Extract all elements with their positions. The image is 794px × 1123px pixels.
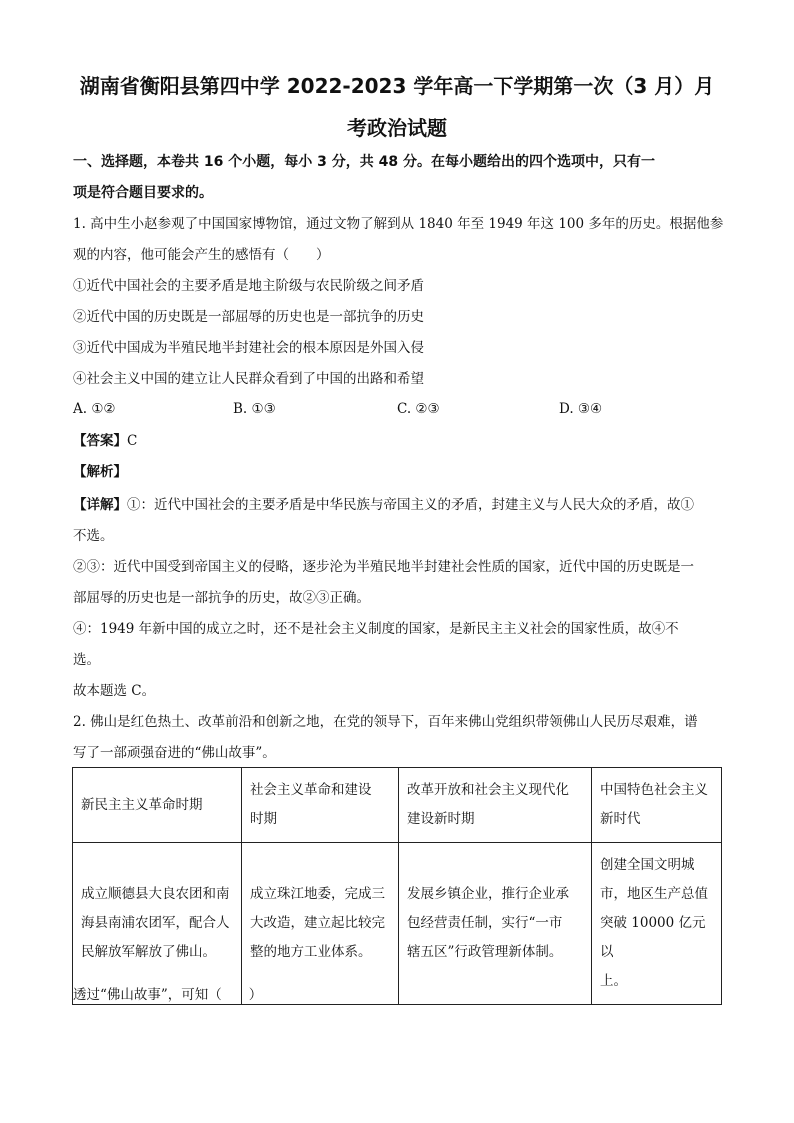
q1-detail-line-2: 不选。 [73,528,114,544]
header-text: 社会主义革命和建设 [250,782,372,798]
header-text: 建设新时期 [407,811,475,827]
answer-tag: 【答案】 [73,433,127,449]
table-header-cell [73,768,242,843]
table-cell [399,843,592,1005]
q1-choice-a: A. ①② [73,401,116,417]
cell-text: 民解放军解放了佛山。 [81,944,216,960]
table-header-cell [592,768,722,843]
cell-text: 整的地方工业体系。 [250,944,372,960]
document-title-line-2: 考政治试题 [347,116,447,140]
table-header-row [73,768,722,843]
table-header-cell [242,768,399,843]
q1-detail-line-6: 选。 [73,652,100,668]
q1-detail-line-4: 部屈辱的历史也是一部抗争的历史，故②③正确。 [73,590,370,606]
cell-text: 大改造，建立起比较完 [250,915,385,931]
q1-option-4: ④社会主义中国的建立让人民群众看到了中国的出路和希望 [73,371,424,387]
cell-text: 成立珠江地委，完成三 [250,886,385,902]
q1-answer-line [73,432,137,450]
q2-stem-line-2: 写了一部顽强奋进的“佛山故事”。 [73,745,276,761]
detail-tag: 【详解】 [73,497,127,513]
table-row [73,843,722,1005]
q1-choice-b: B. ①③ [233,401,276,417]
header-text: 新时代 [600,811,641,827]
header-text: 时期 [250,811,277,827]
foshan-story-table [72,767,722,1005]
detail-text-1: ①：近代中国社会的主要矛盾是中华民族与帝国主义的矛盾，封建主义与人民大众的矛盾，故① [127,497,694,513]
cell-text: 上。 [600,973,627,989]
q2-stem-line-1: 2. 佛山是红色热土、改革前沿和创新之地，在党的领导下，百年来佛山党组织带领佛山人民历尽艰难，谱 [73,714,698,730]
q2-question-line: 透过“佛山故事”，可知（ ） [73,987,263,1003]
cell-text: 成立顺德县大良农团和南 [81,886,230,902]
q1-detail-line-3: ②③：近代中国受到帝国主义的侵略，逐步沦为半殖民地半封建社会性质的国家，近代中国的历史既是一 [73,559,694,575]
q1-option-2: ②近代中国的历史既是一部屈辱的历史也是一部抗争的历史 [73,309,424,325]
analysis-tag: 【解析】 [73,464,127,480]
cell-text: 海县南浦农团军，配合人 [81,915,230,931]
cell-text: 市，地区生产总值 [600,886,708,902]
section-heading-line-2: 项是符合题目要求的。 [73,185,213,201]
cell-text: 辖五区”行政管理新体制。 [407,944,563,960]
q1-option-1: ①近代中国社会的主要矛盾是地主阶级与农民阶级之间矛盾 [73,278,424,294]
cell-text: 包经营责任制，实行“一市 [407,915,563,931]
q1-stem-line-2: 观的内容，他可能会产生的感悟有（ ） [73,247,330,263]
header-text: 中国特色社会主义 [600,782,708,798]
q1-detail-line-1 [73,496,694,514]
q1-choice-c: C. ②③ [397,401,440,417]
table-cell [73,843,242,1005]
table-header-cell [399,768,592,843]
table-cell [592,843,722,1005]
q1-detail-line-7: 故本题选 C。 [73,683,156,699]
cell-text: 突破 10000 亿元以 [600,915,706,960]
document-title-line-1: 湖南省衡阳县第四中学 2022-2023 学年高一下学期第一次（3 月）月 [79,74,715,98]
q1-analysis-line [73,463,127,481]
q1-detail-line-5: ④：1949 年新中国的成立之时，还不是社会主义制度的国家，是新民主主义社会的国家性质，故④不 [73,621,679,637]
table-cell [242,843,399,1005]
cell-text: 创建全国文明城 [600,857,695,873]
cell-text: 发展乡镇企业，推行企业承 [407,886,569,902]
q1-stem-line-1: 1. 高中生小赵参观了中国国家博物馆，通过文物了解到从 1840 年至 1949 年这 100 多年的历史。根据他参 [73,216,724,232]
q1-option-3: ③近代中国成为半殖民地半封建社会的根本原因是外国入侵 [73,340,424,356]
answer-value: C [127,433,138,449]
q1-choice-d: D. ③④ [559,401,603,417]
header-text: 改革开放和社会主义现代化 [407,782,569,798]
header-text: 新民主主义革命时期 [81,796,203,813]
section-heading-line-1: 一、选择题，本卷共 16 个小题，每小 3 分，共 48 分。在每小题给出的四个选项中，只有一 [73,154,655,170]
